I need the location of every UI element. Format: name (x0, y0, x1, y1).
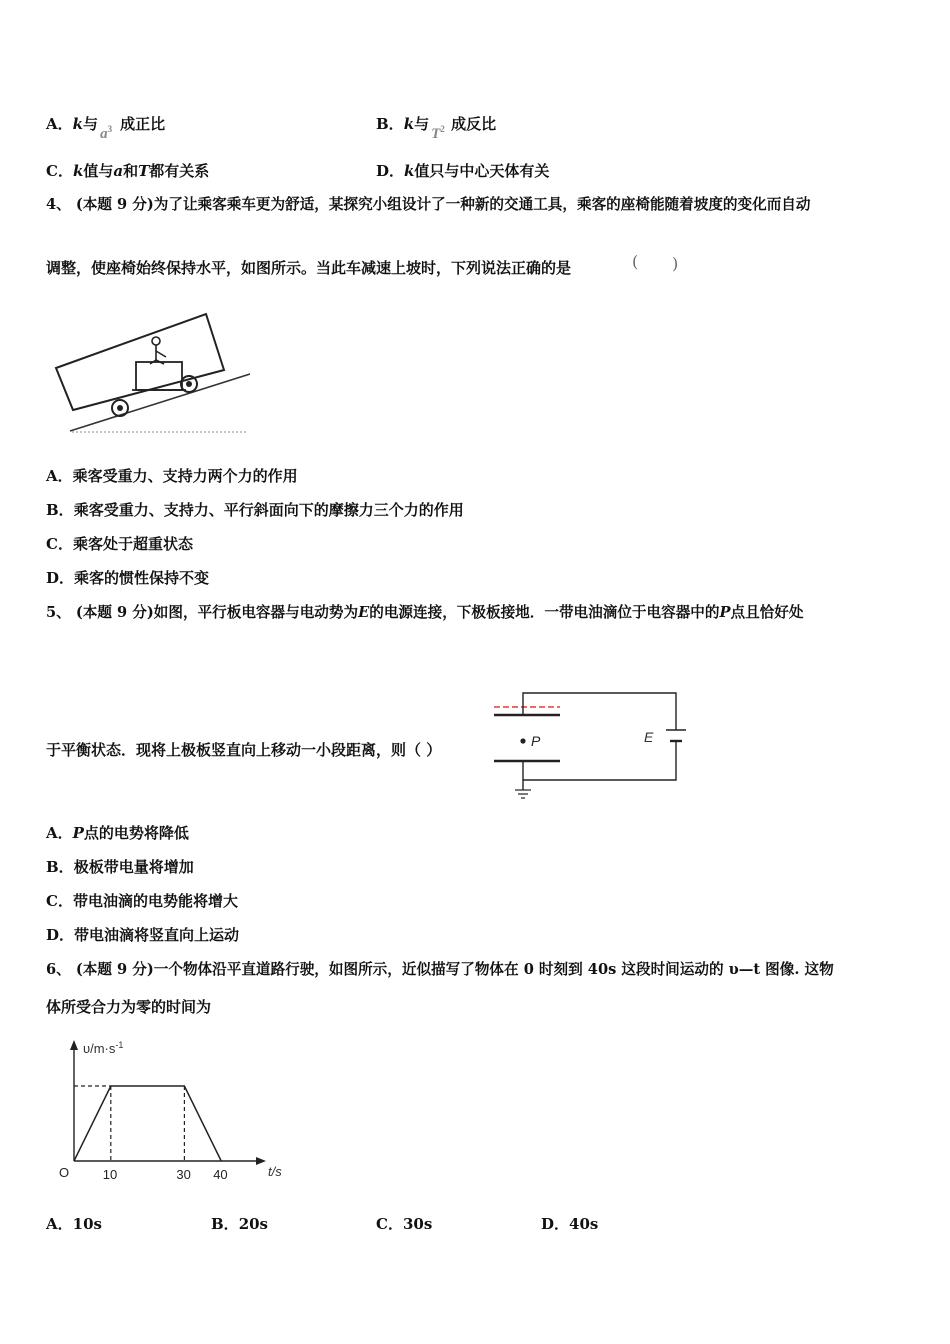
option-text: 成反比 (451, 115, 497, 133)
x-axis-label: t/s (268, 1164, 282, 1179)
question-text: 一个物体沿平直道路行驶，如图所示，近似描写了物体在 0 时刻到 40s 这段时间运动的 υ—t 图像. 这物 (153, 961, 834, 978)
option-text: 和 (123, 162, 139, 180)
q4-stem-line1 (46, 195, 811, 215)
question-text: 为了让乘客乘车更为舒适，某探究小组设计了一种新的交通工具，乘客的座椅能随着坡度的变化而自动 (153, 196, 811, 213)
option-letter: A． (46, 115, 73, 133)
x-axis-arrow (256, 1157, 266, 1165)
question-score: (本题 9 分) (75, 604, 154, 621)
q4-option-d: D．乘客的惯性保持不变 (46, 569, 210, 587)
formula-t-squared: $T^2$ (431, 124, 445, 142)
q6-option-d: D．40s (541, 1215, 599, 1233)
slope-line (70, 374, 250, 431)
var-t: T (138, 162, 150, 180)
q6-option-b: B．20s (211, 1215, 269, 1233)
q5-option-b: B．极板带电量将增加 (46, 858, 194, 876)
option-text: 与 (83, 115, 99, 133)
velocity-time-chart (50, 1036, 300, 1186)
passenger-head (152, 337, 160, 345)
q6-stem-line2 (46, 997, 211, 1017)
y-axis-label: $\upsilon/m\cdot s^{-1}$ (83, 1040, 124, 1056)
q3-option-c (46, 161, 209, 181)
capacitor-circuit-figure (486, 685, 692, 809)
wire-top (523, 693, 676, 730)
var-k: k (72, 162, 84, 180)
question-text: 的电源连接，下极板接地．一带电油滴位于电容器中的 (369, 604, 720, 621)
var-k: k (404, 162, 415, 180)
option-letter: D． (376, 162, 405, 180)
answer-paren-close: ) (672, 254, 679, 273)
option-letter: C． (46, 162, 73, 180)
q5-stem-line2 (46, 740, 441, 760)
var-p: P (719, 604, 731, 621)
question-number: 6、 (46, 961, 71, 978)
option-text: 成正比 (120, 115, 166, 133)
q3-option-a (46, 114, 166, 142)
y-axis-arrow (70, 1040, 78, 1050)
q6-stem-line1 (46, 960, 834, 980)
option-text: 值与 (83, 162, 114, 180)
velocity-line (74, 1086, 221, 1161)
answer-paren-open: ( (632, 252, 639, 271)
q4-option-a: A．乘客受重力、支持力两个力的作用 (46, 467, 298, 485)
q6-option-a: A．10s (46, 1215, 102, 1233)
x-tick-label: 10 (102, 1167, 118, 1182)
option-text: 值只与中心天体有关 (414, 162, 550, 180)
origin-label: O (59, 1165, 70, 1180)
q5-option-d: D．带电油滴将竖直向上运动 (46, 926, 240, 944)
option-text: 都有关系 (149, 162, 210, 180)
x-tick-label: 40 (213, 1167, 228, 1182)
var-k: k (72, 115, 84, 133)
question-score: (本题 9 分) (75, 961, 154, 978)
var-e: E (358, 604, 370, 621)
q5-option-c: C．带电油滴的电势能将增大 (46, 892, 238, 910)
question-score: (本题 9 分) (75, 196, 154, 213)
q6-option-c: C．30s (376, 1215, 433, 1233)
q4-option-c: C．乘客处于超重状态 (46, 535, 193, 553)
q4-option-b: B．乘客受重力、支持力、平行斜面向下的摩擦力三个力的作用 (46, 501, 464, 519)
point-p-label: P (531, 733, 541, 749)
q3-option-b (376, 114, 497, 142)
incline-car-figure (46, 306, 251, 438)
question-text: 于平衡状态．现将上极板竖直向上移动一小段距离，则（ ） (46, 741, 442, 759)
question-text: 点且恰好处 (730, 604, 804, 621)
var-a: a (113, 162, 124, 180)
option-letter: B． (376, 115, 404, 133)
question-text: 体所受合力为零的时间为 (46, 998, 212, 1016)
q5-option-a: A．P点的电势将降低 (46, 824, 189, 842)
formula-a-cubed: $a^3$ (100, 124, 113, 142)
oil-drop (520, 738, 525, 743)
question-number: 4、 (46, 196, 71, 213)
question-number: 5、 (46, 604, 71, 621)
question-text: 调整，使座椅始终保持水平，如图所示。当此车减速上坡时，下列说法正确的是 (46, 259, 572, 277)
q4-stem-line2 (46, 258, 571, 278)
var-k: k (403, 115, 415, 133)
emf-label: E (644, 729, 654, 745)
option-text: 与 (414, 115, 430, 133)
seat (136, 362, 182, 390)
question-text: 如图，平行板电容器与电动势为 (153, 604, 359, 621)
q5-stem-line1 (46, 603, 803, 623)
x-tick-label: 30 (176, 1167, 191, 1182)
ground-icon (515, 790, 531, 798)
q3-option-d (376, 161, 549, 181)
